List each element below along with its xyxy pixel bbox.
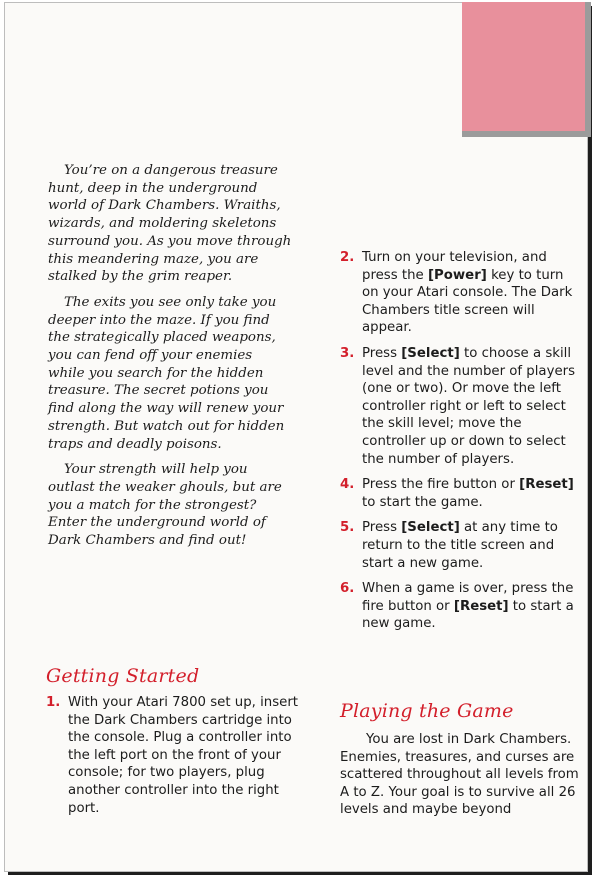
- setup-steps: [340, 249, 580, 641]
- select-key-label: [Select]: [401, 345, 460, 361]
- step-5: [340, 519, 580, 572]
- step-text-tail: key to turn on your Atari console. The Dark Chambers title screen will appear.: [362, 267, 573, 336]
- playing-the-game-heading: Playing the Game: [340, 700, 514, 722]
- getting-started-steps: [46, 694, 298, 825]
- step-text-tail: at any time to return to the title screen and start a new game.: [362, 520, 558, 571]
- step-number: 3.: [340, 345, 355, 361]
- step-1: [46, 694, 298, 817]
- reset-key-label: [Reset]: [519, 477, 574, 493]
- step-text-lead: Press: [362, 345, 402, 361]
- getting-started-heading: Getting Started: [46, 665, 200, 687]
- intro-paragraph: Your strength will help you outlast the weaker ghouls, but are you a match for the strongest? Enter the underground world of Dark Chambers and find out!: [48, 462, 282, 549]
- power-key-label: [Power]: [427, 267, 487, 283]
- reset-key-label: [Reset]: [453, 598, 509, 614]
- playing-the-game-text: You are lost in Dark Chambers. Enemies, treasures, and curses are scattered throughout all levels from A to Z. Your goal is to survive all 26 levels and maybe beyond: [340, 732, 579, 818]
- step-text-lead: Press: [362, 520, 402, 536]
- pink-corner-tab: [462, 2, 585, 131]
- select-key-label: [Select]: [401, 520, 460, 536]
- step-text: With your Atari 7800 set up, insert the Dark Chambers cartridge into the console. Plug a controller into the left port on the front of your console; for two players, plug another controller into the right port.: [68, 695, 299, 816]
- step-text-tail: to choose a skill level and the number of players (one or two). Or move the left controller right or left to select the skill level; move the controller up or down to select the number of players.: [362, 345, 576, 467]
- intro-paragraph: You’re on a dangerous treasure hunt, deep in the underground world of Dark Chambers. Wraiths, wizards, and moldering skeletons surround you. As you move through this meandering maze, you are stalked by the grim reaper.: [48, 163, 292, 285]
- step-text-tail: to start the game.: [362, 494, 483, 510]
- step-number: 5.: [340, 520, 355, 536]
- intro-text: [48, 162, 292, 558]
- step-number: 1.: [46, 695, 61, 710]
- step-3: [340, 345, 580, 468]
- step-text-lead: Turn on your television, and press the: [362, 250, 547, 283]
- step-number: 6.: [340, 581, 355, 597]
- step-2: [340, 249, 580, 337]
- step-text-lead: Press the fire button or: [362, 477, 520, 493]
- step-number: 2.: [340, 250, 355, 265]
- step-number: 4.: [340, 477, 355, 493]
- intro-paragraph: The exits you see only take you deeper into the maze. If you find the strategically placed weapons, you can fend off your enemies while you search for the hidden treasure. The secret potions you find along the way will renew your strength. But watch out for hidden traps and deadly poisons.: [48, 294, 285, 452]
- step-text-tail: to start a new game.: [362, 598, 574, 632]
- step-4: [340, 476, 580, 511]
- step-text-lead: When a game is over, press the fire button or: [362, 581, 574, 614]
- step-6: [340, 580, 580, 633]
